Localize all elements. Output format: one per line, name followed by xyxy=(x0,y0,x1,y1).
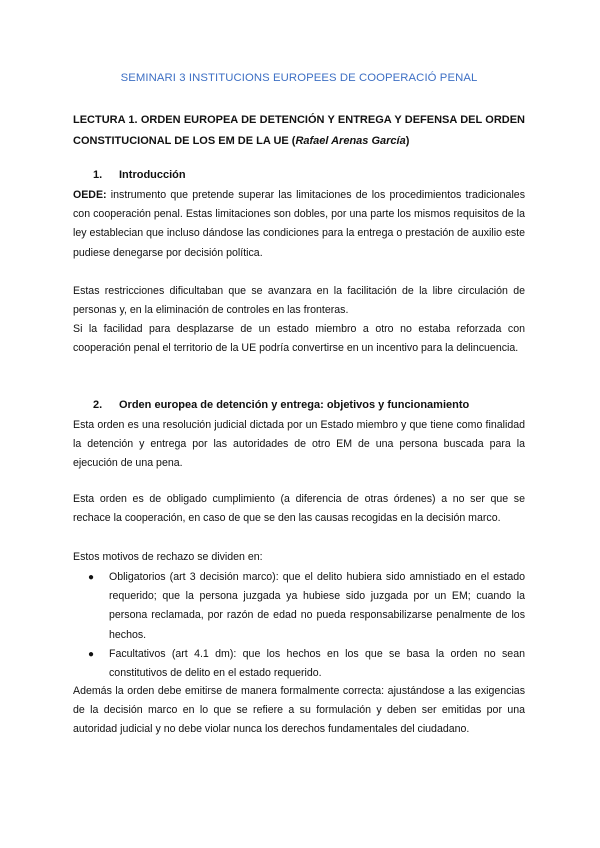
paragraph-restricciones: Estas restricciones dificultaban que se avanzara en la facilitación de la libre circulación de personas y, en la eliminación de controles en las fronteras. xyxy=(73,285,525,317)
section-number: 2. xyxy=(93,399,103,411)
section-number: 1. xyxy=(93,169,103,181)
paragraph-obligado-cumplimiento: Esta orden es de obligado cumplimiento (a diferencia de otras órdenes) a no ser que se rechace la cooperación, en caso de que se den las causas recogidas en la decisión marco. xyxy=(73,493,525,525)
paragraph-facilidad: Si la facilidad para desplazarse de un estado miembro a otro no estaba reforzada con cooperación penal el territorio de la UE podría convertirse en un incentivo para la delincuencia. xyxy=(73,323,525,355)
paragraph-resolucion-judicial: Esta orden es una resolución judicial dictada por un Estado miembro y que tiene como finalidad la detención y entrega por las autoridades de otro EM de una persona buscada para la ejecución de una pena. xyxy=(73,419,525,470)
reading-author: Rafael Arenas García xyxy=(295,135,406,147)
section-heading-orden-europea xyxy=(93,399,469,411)
reading-title-close: ) xyxy=(405,135,410,147)
list-item-text: Facultativos (art 4.1 dm): que los hechos en los que se basa la orden no sean constitutivos de delito en el estado requerido. xyxy=(109,647,525,680)
document-title: SEMINARI 3 INSTITUCIONS EUROPEES DE COOPERACIÓ PENAL xyxy=(120,72,478,84)
section-heading-text: Introducción xyxy=(119,169,186,181)
rejection-reasons-list xyxy=(73,568,525,683)
paragraph-motivos-rechazo: Estos motivos de rechazo se dividen en: xyxy=(73,551,263,563)
list-item xyxy=(73,645,525,683)
list-item xyxy=(73,568,525,645)
bullet-icon: ● xyxy=(88,572,95,583)
reading-title xyxy=(73,110,525,152)
list-item-text: Obligatorios (art 3 decisión marco): que el delito hubiera sido amnistiado en el estado requerido; que la persona juzgada ya hubiese sido juzgada por un EM; cuando la persona reclamada, por razón de edad no pueda responsabilizarse penalmente de los hechos. xyxy=(109,571,525,641)
bullet-icon: ● xyxy=(88,648,95,660)
oede-term: OEDE: xyxy=(73,189,107,201)
reading-title-text: LECTURA 1. ORDEN EUROPEA DE DETENCIÓN Y ENTREGA Y DEFENSA DEL ORDEN CONSTITUCIONAL DE LOS EM DE LA UE ( xyxy=(73,114,525,147)
oede-definition: instrumento que pretende superar las limitaciones de los procedimientos tradicionales con cooperación penal. Estas limitaciones son dobles, por una parte los mismos requisitos de la ley establecian que incluso dándose las condiciones para la entrega o prestación de auxilio este pudiese denegarse por decisión política. xyxy=(73,189,525,259)
paragraph-oede xyxy=(73,186,525,263)
section-heading-introduccion xyxy=(93,169,186,181)
paragraph-formalmente-correcta: Además la orden debe emitirse de manera formalmente correcta: ajustándose a las exigencias de la decisión marco en lo que se refiere a su formulación y deben ser emitidas por una autoridad judicial y no debe violar nunca los derechos fundamentales del ciudadano. xyxy=(73,685,525,736)
section-heading-text: Orden europea de detención y entrega: objetivos y funcionamiento xyxy=(119,399,470,411)
